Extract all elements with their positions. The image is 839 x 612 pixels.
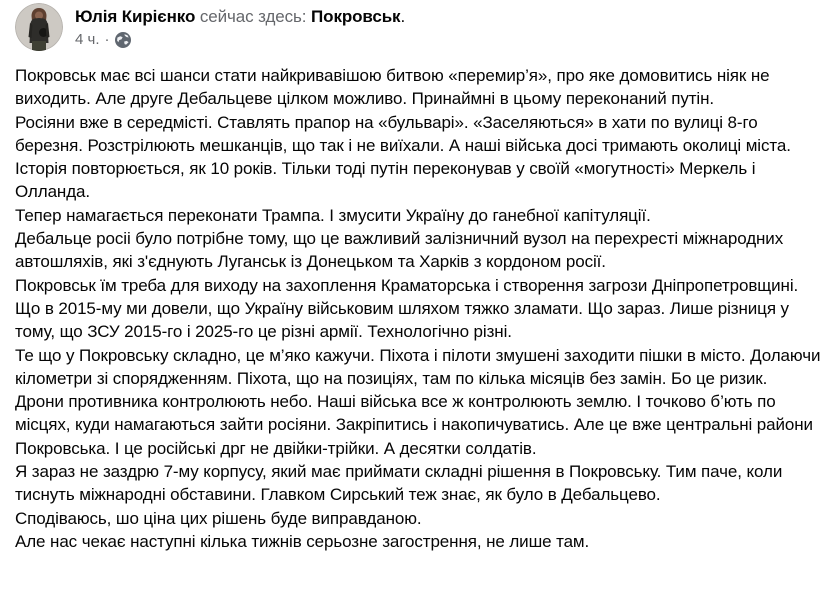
post-paragraph: Те що у Покровську складно, це м’яко кажучи. Піхота і пілоти змушені заходити пішки в місто. Долаючи кілометри зі спорядженням. Піхота, що на позиціях, там по кілька місяців без замін. Бо це ризик. (15, 345, 821, 388)
timestamp[interactable]: 4 ч. (75, 31, 100, 48)
author-name[interactable]: Юлія Кирієнко (75, 7, 196, 26)
name-line (75, 6, 405, 28)
post-paragraph: Тепер намагається переконати Трампа. І змусити Україну до ганебної капітуляції. (15, 205, 651, 225)
post-paragraph: Покровськ їм треба для виходу на захоплення Краматорська і створення загрози Дніпропетровщині. (15, 275, 799, 295)
post-header-text (75, 2, 405, 49)
globe-public-icon (115, 32, 131, 48)
post-header (0, 0, 839, 51)
checkin-place[interactable]: Покровськ (311, 7, 401, 26)
meta-separator: · (104, 31, 110, 48)
avatar-photo (15, 3, 63, 51)
post-paragraph: Покровськ має всі шанси стати найкривавішою битвою «перемир’я», про яке домовитись ніяк не виходить. Але друге Дебальцеве цілком можливо. Принаймні в цьому переконаний путін. (15, 66, 770, 109)
post-paragraph: Що в 2015-му ми довели, що Україну військовим шляхом тяжко зламати. Що зараз. Лише різниця у тому, що ЗСУ 2015-го і 2025-го це різні армії. Технологічно різні. (15, 298, 789, 342)
place-suffix: . (400, 7, 406, 26)
post-body (0, 51, 839, 553)
post-paragraph: Росіяни вже в середмісті. Ставлять прапор на «бульварі». «Заселяються» в хати по вулиці 8-го березня. Розстрілюють мешканців, що так і не виїхали. А наші війська досі тримають околиці міста. Історія повторюється, як 10 років. Тільки тоді путін переконував у своїй «могутності» Меркель і Олланда. (15, 112, 791, 202)
avatar[interactable] (15, 3, 63, 51)
post-paragraph: Дебальце росіі було потрібне тому, що це важливий залізничний вузол на перехресті міжнародних автошляхів, які з'єднують Луганськ із Донецьком та Харків з кордоном росії. (15, 229, 784, 272)
post-paragraph: Я зараз не заздрю 7-му корпусу, який має приймати складні рішення в Покровську. Тим паче, коли тиснуть міжнародні обставини. Главком Сирський теж знає, як було в Дебальцево. (15, 462, 783, 505)
post-paragraph: Але нас чекає наступні кілька тижнів серьозне загострення, не лише там. (15, 531, 590, 551)
post-paragraph: Сподіваюсь, шо ціна цих рішень буде виправданою. (15, 508, 422, 528)
meta-line (75, 31, 405, 49)
post-paragraph: Дрони противника контролюють небо. Наші війська все ж контролюють землю. І точково б’ють по місцях, куди намагаються зайти росіяни. Закріпитись і накопичуватись. Але це вже центральні райони Покровська. І це російські дрг не двійки-трійки. А десятки солдатів. (15, 392, 813, 458)
checkin-context: сейчас здесь: (199, 7, 307, 26)
